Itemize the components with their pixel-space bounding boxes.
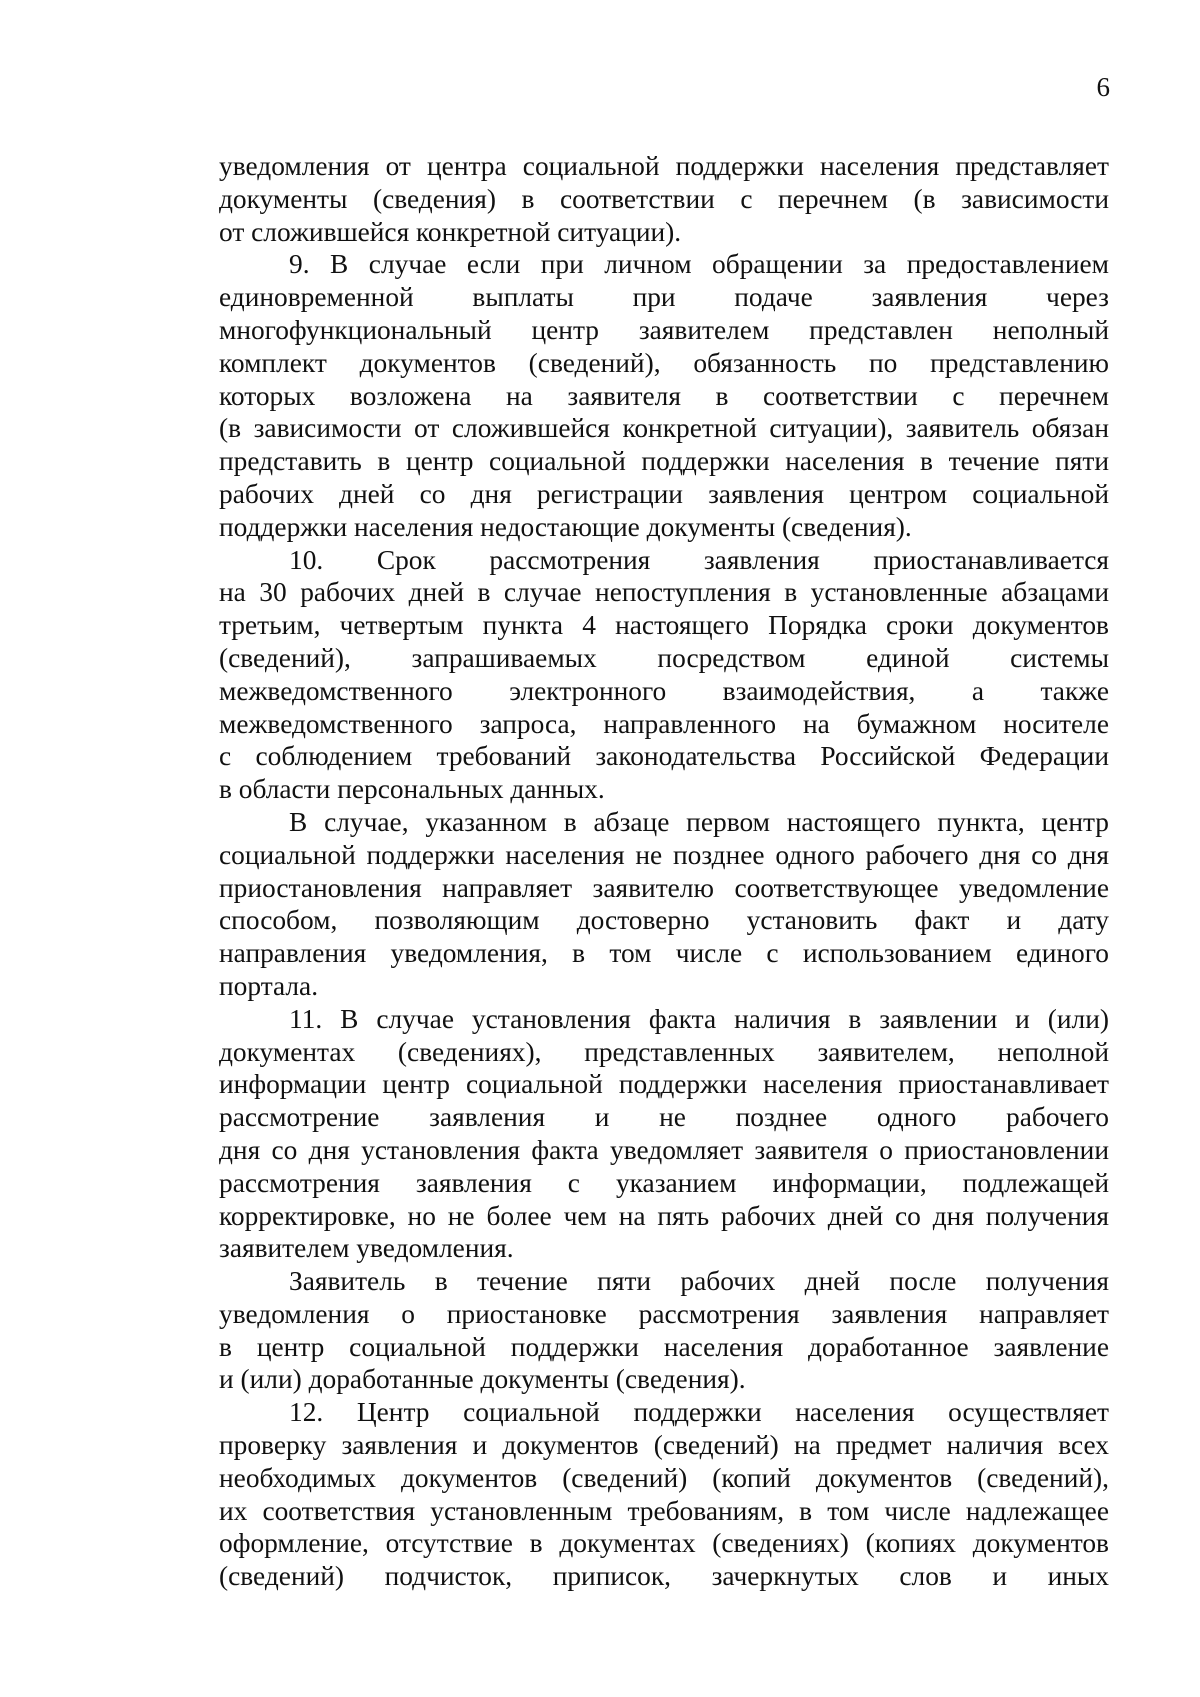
text-line: их соответствия установленным требованиям, в том числе надлежащее	[219, 1495, 1109, 1526]
text-line: от сложившейся конкретной ситуации).	[219, 216, 682, 247]
text-line: 10. Срок рассмотрения заявления приостанавливается	[289, 544, 1109, 575]
text-line: направления уведомления, в том числе с использованием единого	[219, 938, 1109, 969]
text-line: и (или) доработанные документы (сведения).	[219, 1364, 746, 1395]
text-line: Заявитель в течение пяти рабочих дней после получения	[289, 1266, 1109, 1297]
document-body	[219, 150, 1109, 1593]
text-line: которых возложена на заявителя в соответствии с перечнем	[219, 380, 1109, 411]
text-line: уведомления о приостановке рассмотрения заявления направляет	[219, 1298, 1109, 1329]
text-line: с соблюдением требований законодательства Российской Федерации	[219, 741, 1109, 772]
text-line: (сведений) подчисток, приписок, зачеркнутых слов и иных	[219, 1561, 1109, 1592]
text-line: оформление, отсутствие в документах (сведениях) (копиях документов	[219, 1528, 1109, 1559]
text-line: в центр социальной поддержки населения доработанное заявление	[219, 1331, 1109, 1362]
text-line: 9. В случае если при личном обращении за предоставлением	[289, 249, 1109, 280]
text-line: на 30 рабочих дней в случае непоступления в установленные абзацами	[219, 577, 1109, 608]
page-number: 6	[1096, 72, 1110, 102]
text-line: межведомственного электронного взаимодействия, а также	[219, 675, 1109, 706]
text-line: рассмотрения заявления с указанием информации, подлежащей	[219, 1167, 1109, 1198]
text-line: многофункциональный центр заявителем представлен неполный	[219, 314, 1109, 345]
text-line: единовременной выплаты при подаче заявления через	[219, 282, 1109, 313]
text-line: комплект документов (сведений), обязанность по представлению	[219, 347, 1109, 378]
text-line: (в зависимости от сложившейся конкретной ситуации), заявитель обязан	[219, 413, 1109, 444]
text-line: заявителем уведомления.	[219, 1233, 514, 1264]
text-line: приостановления направляет заявителю соответствующее уведомление	[219, 872, 1109, 903]
text-line: дня со дня установления факта уведомляет заявителя о приостановлении	[219, 1134, 1109, 1165]
text-line: проверку заявления и документов (сведений) на предмет наличия всех	[219, 1430, 1109, 1461]
text-line: в области персональных данных.	[219, 774, 605, 805]
text-line: документы (сведения) в соответствии с перечнем (в зависимости	[219, 183, 1109, 214]
text-line: способом, позволяющим достоверно установить факт и дату	[219, 905, 1109, 936]
text-line: социальной поддержки населения не позднее одного рабочего дня со дня	[219, 839, 1109, 870]
text-line: необходимых документов (сведений) (копий документов (сведений),	[219, 1462, 1109, 1493]
text-line: 11. В случае установления факта наличия в заявлении и (или)	[289, 1003, 1109, 1034]
text-line: поддержки населения недостающие документы (сведения).	[219, 511, 912, 542]
text-line: представить в центр социальной поддержки населения в течение пяти	[219, 446, 1109, 477]
text-line: 12. Центр социальной поддержки населения осуществляет	[289, 1397, 1109, 1428]
text-line: межведомственного запроса, направленного на бумажном носителе	[219, 708, 1109, 739]
text-line: уведомления от центра социальной поддержки населения представляет	[219, 151, 1109, 181]
text-line: корректировке, но не более чем на пять рабочих дней со дня получения	[219, 1200, 1109, 1231]
text-line: документах (сведениях), представленных заявителем, неполной	[219, 1036, 1109, 1067]
text-line: (сведений), запрашиваемых посредством единой системы	[219, 642, 1109, 673]
text-line: портала.	[219, 970, 319, 1001]
text-line: рабочих дней со дня регистрации заявления центром социальной	[219, 478, 1109, 509]
text-line: третьим, четвертым пункта 4 настоящего Порядка сроки документов	[219, 610, 1109, 641]
text-line: В случае, указанном в абзаце первом настоящего пункта, центр	[289, 806, 1109, 837]
text-line: информации центр социальной поддержки населения приостанавливает	[219, 1069, 1109, 1100]
text-line: рассмотрение заявления и не позднее одного рабочего	[219, 1102, 1109, 1133]
